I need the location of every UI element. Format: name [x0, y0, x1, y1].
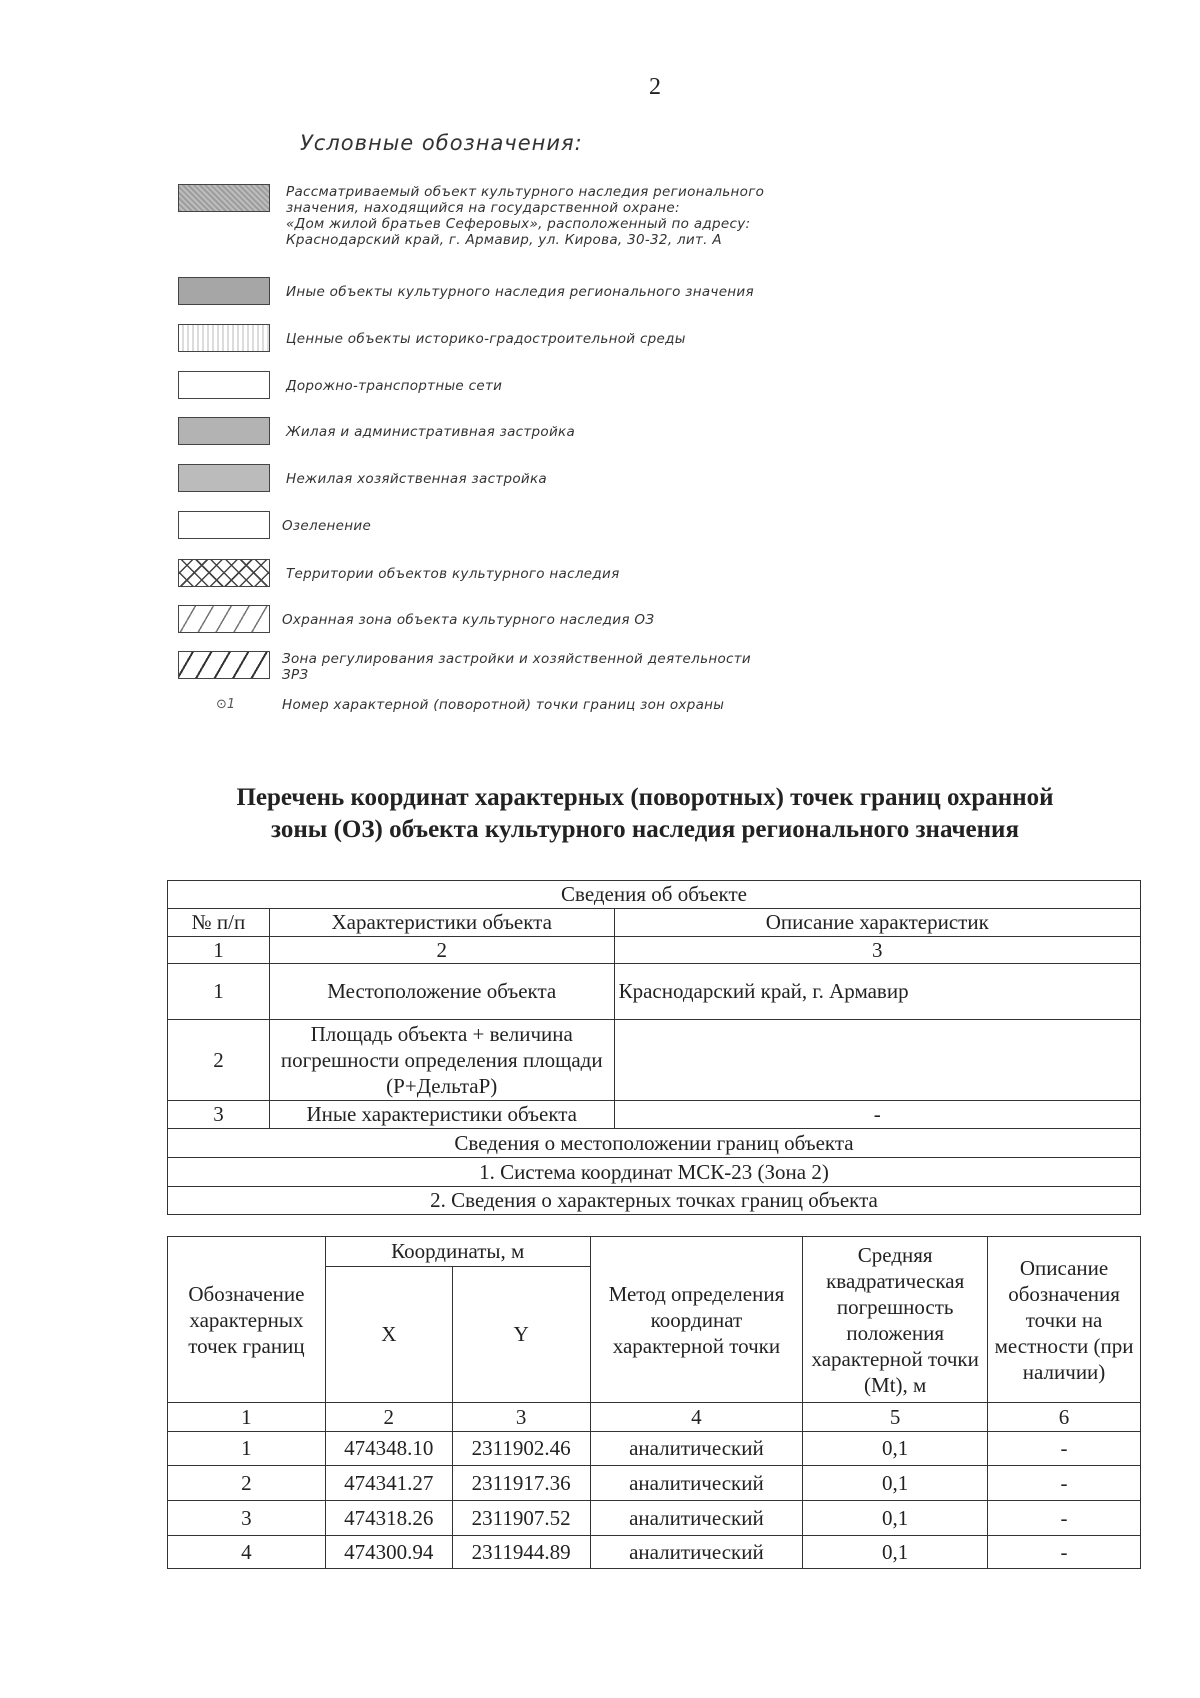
legend-line: Рассматриваемый объект культурного наследия регионального [286, 184, 765, 200]
main-object-swatch [178, 184, 270, 212]
table-row [168, 964, 1141, 1020]
residential-swatch [178, 417, 270, 445]
point-error: 0,1 [803, 1501, 988, 1536]
nonresidential-swatch [178, 464, 270, 492]
point-method: аналитический [590, 1432, 803, 1466]
page-number: 2 [649, 74, 661, 100]
point-description: - [988, 1432, 1141, 1466]
row-number: 1 [168, 964, 270, 1020]
column-number: 3 [614, 937, 1140, 964]
legend-title: Условные обозначения: [300, 131, 583, 155]
heritage-territory-swatch [178, 559, 270, 587]
legend-line: Дорожно-транспортные сети [286, 378, 503, 394]
legend-line: Номер характерной (поворотной) точки границ зон охраны [282, 697, 725, 713]
table-row [168, 1536, 1141, 1569]
legend-line: Нежилая хозяйственная застройка [286, 471, 547, 487]
point-description: - [988, 1536, 1141, 1569]
point-error: 0,1 [803, 1466, 988, 1501]
points-table [167, 1236, 1141, 1569]
table-row [168, 1466, 1141, 1501]
table-row [168, 1432, 1141, 1466]
header-cell: № п/п [168, 909, 270, 937]
points-section-caption: 2. Сведения о характерных точках границ объекта [168, 1187, 1141, 1215]
column-number: 5 [803, 1403, 988, 1432]
point-method: аналитический [590, 1536, 803, 1569]
title-line: Перечень координат характерных (поворотных) точек границ охранной [236, 784, 1054, 811]
point-id: 1 [168, 1432, 326, 1466]
point-x: 474300.94 [325, 1536, 452, 1569]
legend-line: ЗРЗ [282, 667, 309, 683]
protection-zone-swatch [178, 605, 270, 633]
regulation-zone-swatch [178, 651, 270, 679]
point-id: 2 [168, 1466, 326, 1501]
document-title [150, 782, 1140, 846]
error-header: Средняя квадратическая погрешность положения характерной точки (Mt), м [803, 1237, 988, 1403]
legend-line: «Дом жилой братьев Сеферовых», расположенный по адресу: [286, 216, 751, 232]
header-cell: Характеристики объекта [269, 909, 614, 937]
object-table-caption: Сведения об объекте [168, 881, 1141, 909]
column-number: 2 [269, 937, 614, 964]
point-x: 474318.26 [325, 1501, 452, 1536]
legend-line: Жилая и административная застройка [286, 424, 576, 440]
point-x: 474348.10 [325, 1432, 452, 1466]
characteristic-name: Площадь объекта + величина погрешности определения площади (Р+ДельтаР) [269, 1020, 614, 1101]
point-y: 2311917.36 [452, 1466, 590, 1501]
designation-header: Обозначение характерных точек границ [168, 1237, 326, 1403]
table-row [168, 1101, 1141, 1129]
point-x: 474341.27 [325, 1466, 452, 1501]
point-method: аналитический [590, 1466, 803, 1501]
characteristic-value [614, 1020, 1140, 1101]
greenery-swatch [178, 511, 270, 539]
point-number-icon: ⊙1 [216, 697, 236, 712]
valuable-objects-swatch [178, 324, 270, 352]
characteristic-name: Местоположение объекта [269, 964, 614, 1020]
legend-line: Озеленение [282, 518, 372, 534]
table-row [168, 1501, 1141, 1536]
row-number: 2 [168, 1020, 270, 1101]
y-header: Y [452, 1267, 590, 1403]
legend-line: Иные объекты культурного наследия регионального значения [286, 284, 754, 300]
column-number: 6 [988, 1403, 1141, 1432]
x-header: X [325, 1267, 452, 1403]
legend-line: Охранная зона объекта культурного наследия ОЗ [282, 612, 655, 628]
point-id: 3 [168, 1501, 326, 1536]
object-info-table [167, 880, 1141, 1215]
title-line: зоны (ОЗ) объекта культурного наследия регионального значения [271, 816, 1019, 843]
legend-line: Территории объектов культурного наследия [286, 566, 620, 582]
characteristic-value: Краснодарский край, г. Армавир [614, 964, 1140, 1020]
point-y: 2311944.89 [452, 1536, 590, 1569]
column-number: 1 [168, 1403, 326, 1432]
characteristic-value: - [614, 1101, 1140, 1129]
point-description: - [988, 1501, 1141, 1536]
point-error: 0,1 [803, 1536, 988, 1569]
location-section-caption: Сведения о местоположении границ объекта [168, 1129, 1141, 1158]
point-number-mark: 1 [226, 697, 236, 712]
other-objects-swatch [178, 277, 270, 305]
description-header: Описание обозначения точки на местности (при наличии) [988, 1237, 1141, 1403]
row-number: 3 [168, 1101, 270, 1129]
point-method: аналитический [590, 1501, 803, 1536]
coordinate-system: 1. Система координат МСК-23 (Зона 2) [168, 1158, 1141, 1187]
point-description: - [988, 1466, 1141, 1501]
road-network-swatch [178, 371, 270, 399]
point-y: 2311902.46 [452, 1432, 590, 1466]
legend-line: Зона регулирования застройки и хозяйственной деятельности [282, 651, 751, 667]
legend-line: значения, находящийся на государственной охране: [286, 200, 680, 216]
column-number: 2 [325, 1403, 452, 1432]
coordinates-header: Координаты, м [325, 1237, 590, 1267]
header-cell: Описание характеристик [614, 909, 1140, 937]
legend-line: Краснодарский край, г. Армавир, ул. Кирова, 30-32, лит. А [286, 232, 722, 248]
column-number: 1 [168, 937, 270, 964]
column-number: 3 [452, 1403, 590, 1432]
legend-line: Ценные объекты историко-градостроительной среды [286, 331, 686, 347]
table-row [168, 1020, 1141, 1101]
column-number: 4 [590, 1403, 803, 1432]
method-header: Метод определения координат характерной точки [590, 1237, 803, 1403]
characteristic-name: Иные характеристики объекта [269, 1101, 614, 1129]
point-error: 0,1 [803, 1432, 988, 1466]
point-id: 4 [168, 1536, 326, 1569]
point-y: 2311907.52 [452, 1501, 590, 1536]
